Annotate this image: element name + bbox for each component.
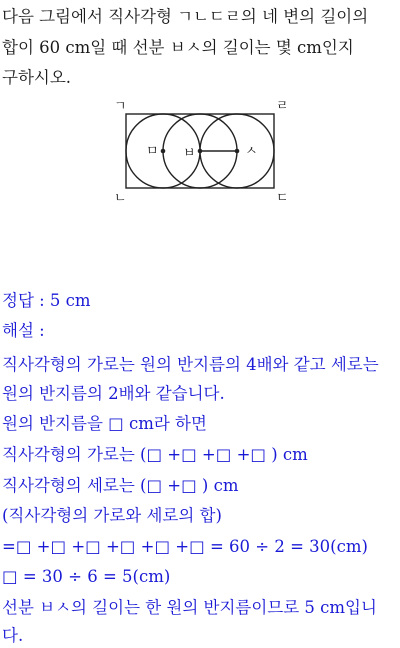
point-b-dot — [198, 149, 203, 154]
solution-line-9: 선분 ㅂㅅ의 길이는 한 원의 반지름이므로 5 cm입니 — [2, 598, 377, 617]
answer-line: 정답 : 5 cm — [2, 291, 91, 310]
geometry-figure — [0, 0, 400, 220]
solution-line-3: 원의 반지름을 □ cm라 하면 — [2, 414, 207, 433]
point-label-s: ㅅ — [245, 144, 258, 159]
solution-line-6: (직사각형의 가로와 세로의 합) — [2, 506, 222, 525]
solution-line-7: =□ +□ +□ +□ +□ +□ = 60 ÷ 2 = 30(cm) — [2, 537, 368, 556]
solution-line-1: 직사각형의 가로는 원의 반지름의 4배와 같고 세로는 — [2, 355, 379, 374]
problem-line-2: 합이 60 cm일 때 선분 ㅂㅅ의 길이는 몇 cm인지 — [2, 38, 354, 57]
problem-line-1: 다음 그림에서 직사각형 ㄱㄴㄷㄹ의 네 변의 길이의 — [2, 7, 369, 26]
corner-label-br: ㄷ — [276, 191, 289, 206]
problem-line-3: 구하시오. — [2, 68, 72, 87]
solution-line-8: □ = 30 ÷ 6 = 5(cm) — [2, 567, 171, 586]
point-m-dot — [161, 149, 166, 154]
corner-label-tl: ㄱ — [114, 99, 127, 114]
solution-line-2: 원의 반지름의 2배와 같습니다. — [2, 384, 225, 403]
point-label-b: ㅂ — [183, 146, 196, 161]
corner-label-bl: ㄴ — [114, 191, 127, 206]
solution-line-4: 직사각형의 가로는 (□ +□ +□ +□ ) cm — [2, 445, 308, 464]
corner-label-tr: ㄹ — [276, 99, 289, 114]
point-label-m: ㅁ — [146, 144, 159, 159]
explanation-heading: 해설 : — [2, 321, 45, 340]
solution-line-10: 다. — [2, 626, 24, 645]
point-s-dot — [235, 149, 240, 154]
solution-line-5: 직사각형의 세로는 (□ +□ ) cm — [2, 476, 239, 495]
